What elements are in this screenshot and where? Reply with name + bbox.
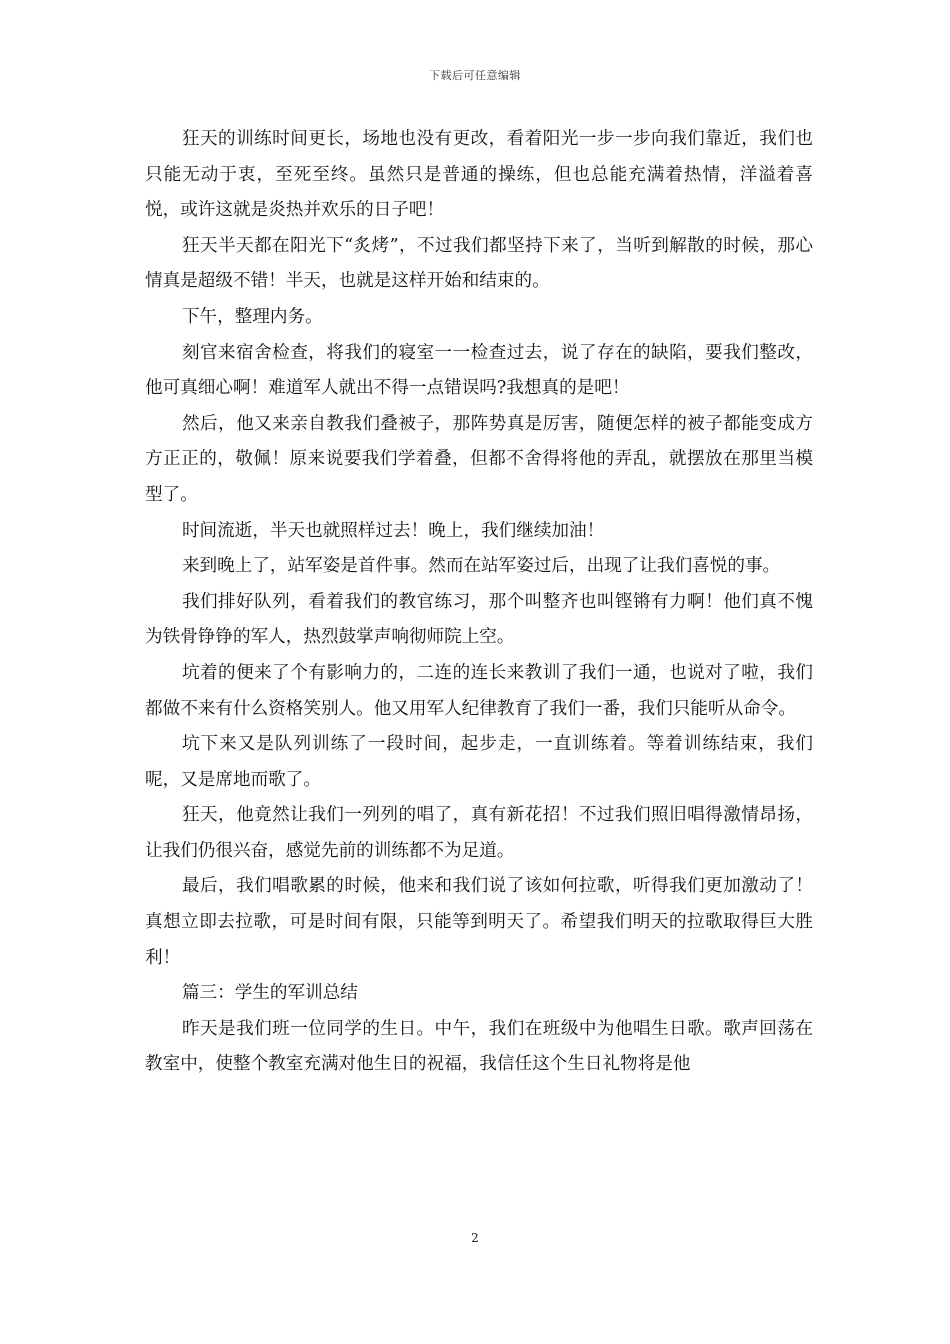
page-number: 2: [471, 1231, 479, 1245]
document-body: [145, 122, 813, 1083]
paragraph: 狂天半天都在阳光下“炙烤”，不过我们都坚持下来了，当听到解散的时候，那心情真是超级不错！半天，也就是这样开始和结束的。: [145, 235, 813, 292]
paragraph: 下午，整理内务。: [181, 306, 323, 327]
page-header: 下载后可任意编辑: [429, 69, 521, 82]
paragraph: 最后，我们唱歌累的时候，他来和我们说了该如何拉歌，听得我们更加激动了！真想立即去拉歌，可是时间有限，只能等到明天了。希望我们明天的拉歌取得巨大胜利！: [145, 876, 813, 968]
paragraph: 狂天的训练时间更长，场地也没有更改，看着阳光一步一步向我们靠近，我们也只能无动于衷，至死至终。虽然只是普通的操练，但也总能充满着热情，洋溢着喜悦，或许这就是炎热并欢乐的日子吧！: [145, 129, 813, 221]
paragraph: 坑下来又是队列训练了一段时间，起步走，一直训练着。等着训练结束，我们呢，又是席地而歌了。: [145, 734, 813, 790]
paragraph: 昨天是我们班一位同学的生日。中午，我们在班级中为他唱生日歌。歌声回荡在教室中，使整个教室充满对他生日的祝福，我信任这个生日礼物将是他: [145, 1018, 813, 1075]
paragraph: 我们排好队列，看着我们的教官练习，那个叫整齐也叫铿锵有力啊！他们真不愧为铁骨铮铮的军人，热烈鼓掌声响彻师院上空。: [145, 591, 813, 648]
paragraph: 刻官来宿舍检查，将我们的寝室一一检查过去，说了存在的缺陷，要我们整改，他可真细心啊！难道军人就出不得一点错误吗?我想真的是吧！: [145, 342, 813, 399]
paragraph: 然后，他又来亲自教我们叠被子，那阵势真是厉害，随便怎样的被子都能变成方方正正的，敬佩！原来说要我们学着叠，但都不舍得将他的弄乱，就摆放在那里当模型了。: [145, 413, 813, 505]
paragraph: 坑着的便来了个有影响力的，二连的连长来教训了我们一通，也说对了啦，我们都做不来有什么资格笑别人。他又用军人纪律教育了我们一番，我们只能听从命令。: [145, 662, 813, 719]
section-heading: 篇三：学生的军训总结: [181, 983, 358, 1004]
paragraph: 狂天，他竟然让我们一列列的唱了，真有新花招！不过我们照旧唱得激情昂扬，让我们仍很兴奋，感觉先前的训练都不为足道。: [145, 805, 813, 861]
paragraph: 时间流逝，半天也就照样过去！晚上，我们继续加油！: [181, 520, 605, 541]
paragraph: 来到晚上了，站军姿是首件事。然而在站军姿过后，出现了让我们喜悦的事。: [181, 556, 781, 577]
